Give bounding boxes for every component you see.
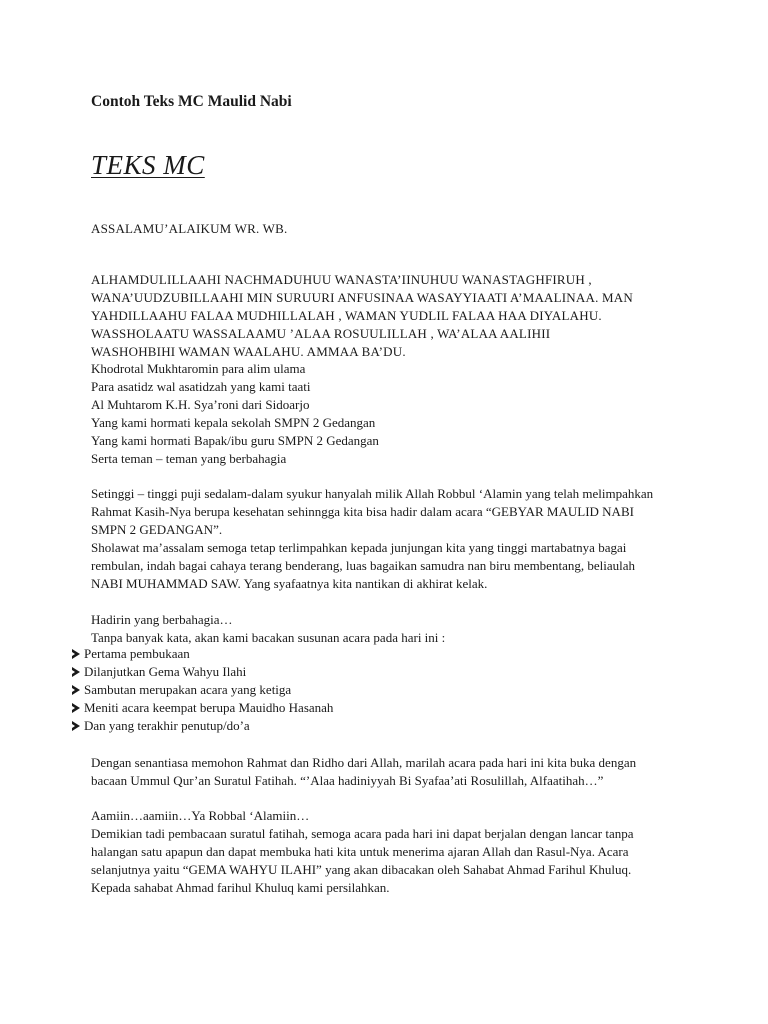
arrowhead-bullet-icon: [72, 685, 80, 695]
closing-line: Demikian tadi pembacaan suratul fatihah, semoga acara pada hari ini dapat berjalan dengan lancar tanpa: [91, 826, 634, 841]
agenda-item: [72, 663, 246, 681]
arrowhead-bullet-icon: [72, 721, 80, 731]
agenda-intro-line: Tanpa banyak kata, akan kami bacakan susunan acara pada hari ini :: [91, 630, 446, 645]
agenda-item-label: Dilanjutkan Gema Wahyu Ilahi: [84, 664, 247, 679]
agenda-item-label: Dan yang terakhir penutup/do’a: [84, 718, 250, 733]
agenda-item: [72, 699, 333, 717]
closing-line: Kepada sahabat Ahmad farihul Khuluq kami persilahkan.: [91, 880, 390, 895]
opening-line: WANA’UUDZUBILLAAHI MIN SURUURI ANFUSINAA WASAYYIAATI A’MAALINAA. MAN: [91, 290, 633, 305]
opening-line: YAHDILLAAHU FALAA MUDHILLALAH , WAMAN YUDLIL FALAA HAA DIYALAHU.: [91, 308, 602, 323]
audience-line: Hadirin yang berbahagia…: [91, 612, 233, 627]
salutation-line: Serta teman – teman yang berbahagia: [91, 451, 287, 466]
greeting-line: ASSALAMU’ALAIKUM WR. WB.: [91, 221, 288, 236]
mc-heading: TEKS MC: [91, 150, 205, 180]
salutation-line: Khodrotal Mukhtaromin para alim ulama: [91, 361, 306, 376]
arrowhead-bullet-icon: [72, 667, 80, 677]
salutation-line: Al Muhtarom K.H. Sya’roni dari Sidoarjo: [91, 397, 310, 412]
closing-line: Aamiin…aamiin…Ya Robbal ‘Alamiin…: [91, 808, 310, 823]
praise-line: SMPN 2 GEDANGAN”.: [91, 522, 223, 537]
agenda-item-label: Sambutan merupakan acara yang ketiga: [84, 682, 292, 697]
opening-line: WASHOHBIHI WAMAN WAALAHU. AMMAA BA’DU.: [91, 344, 406, 359]
praise-line: Rahmat Kasih-Nya berupa kesehatan sehinngga kita bisa hadir dalam acara “GEBYAR MAULID NABI: [91, 504, 634, 519]
arrowhead-bullet-icon: [72, 649, 80, 659]
agenda-item: [72, 645, 190, 663]
opening-line: ALHAMDULILLAAHI NACHMADUHUU WANASTA’IINUHUU WANASTAGHFIRUH ,: [91, 272, 592, 287]
praise-line: NABI MUHAMMAD SAW. Yang syafaatnya kita nantikan di akhirat kelak.: [91, 576, 488, 591]
closing-line: selanjutnya yaitu “GEMA WAHYU ILAHI” yang akan dibacakan oleh Sahabat Ahmad Farihul Khuluq.: [91, 862, 632, 877]
agenda-item: [72, 717, 250, 735]
salutation-line: Para asatidz wal asatidzah yang kami taati: [91, 379, 311, 394]
fatihah-line: bacaan Ummul Qur’an Suratul Fatihah. “’Alaa hadiniyyah Bi Syafaa’ati Rosulillah, Alfaatihah…”: [91, 773, 604, 788]
arrowhead-bullet-icon: [72, 703, 80, 713]
agenda-item: [72, 681, 291, 699]
praise-line: rembulan, indah bagai cahaya terang benderang, luas bagaikan samudra nan biru membentang, beliaulah: [91, 558, 635, 573]
agenda-item-label: Pertama pembukaan: [84, 646, 190, 661]
opening-line: WASSHOLAATU WASSALAAMU ’ALAA ROSUULILLAH , WA’ALAA AALIHII: [91, 326, 551, 341]
salutation-line: Yang kami hormati Bapak/ibu guru SMPN 2 Gedangan: [91, 433, 379, 448]
agenda-item-label: Meniti acara keempat berupa Mauidho Hasanah: [84, 700, 334, 715]
document-title: Contoh Teks MC Maulid Nabi: [91, 93, 292, 110]
closing-line: halangan satu apapun dan dapat membuka hati kita untuk menerima ajaran Allah dan Rasul-Nya. Acara: [91, 844, 629, 859]
salutation-line: Yang kami hormati kepala sekolah SMPN 2 Gedangan: [91, 415, 376, 430]
praise-line: Sholawat ma’assalam semoga tetap terlimpahkan kepada junjungan kita yang tinggi martabatnya bagai: [91, 540, 627, 555]
praise-line: Setinggi – tinggi puji sedalam-dalam syukur hanyalah milik Allah Robbul ‘Alamin yang telah melimpahkan: [91, 486, 654, 501]
fatihah-line: Dengan senantiasa memohon Rahmat dan Ridho dari Allah, marilah acara pada hari ini kita buka dengan: [91, 755, 637, 770]
